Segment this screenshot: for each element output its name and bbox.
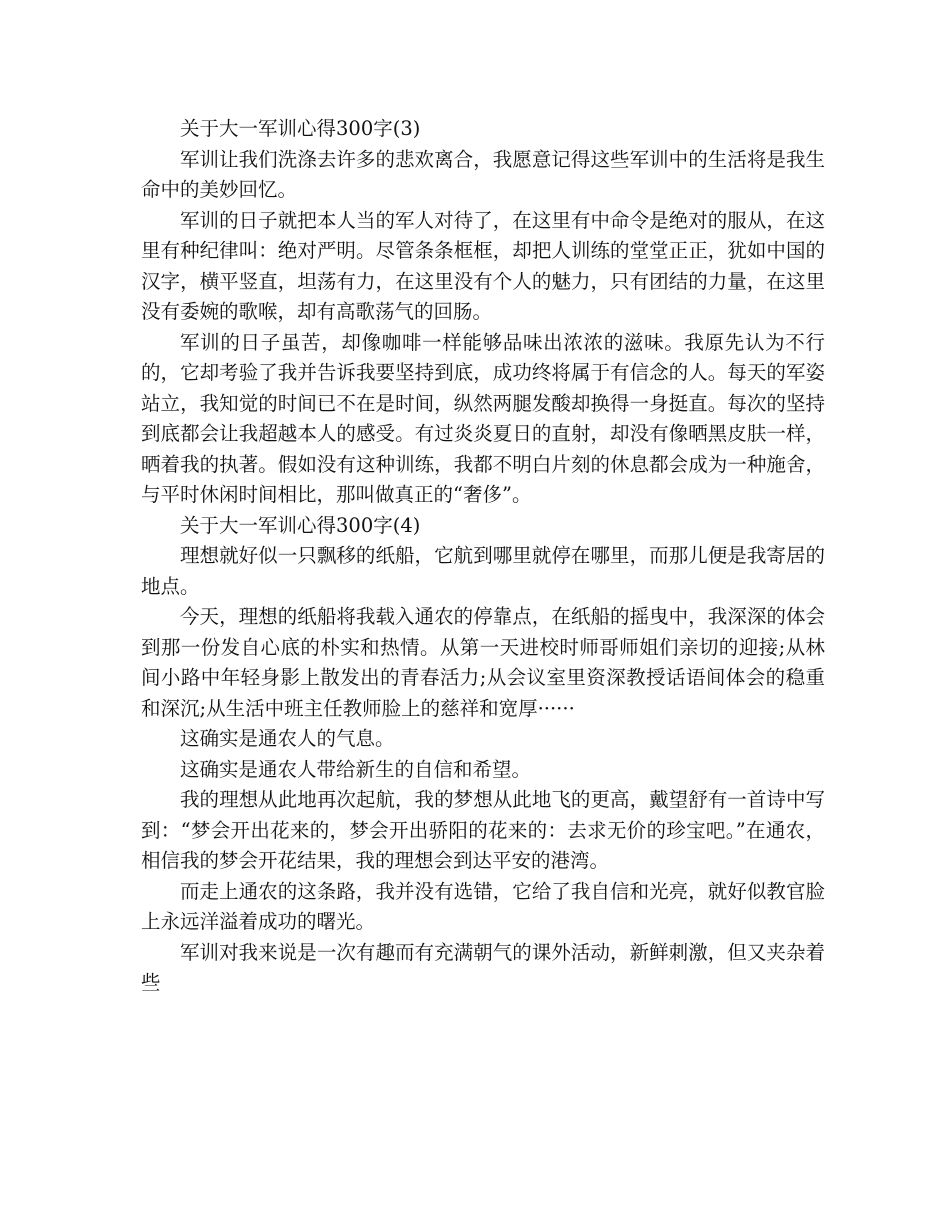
paragraph: 理想就好似一只飘移的纸船，它航到哪里就停在哪里，而那儿便是我寄居的地点。 [141,544,825,598]
paragraph: 而走上通农的这条路，我并没有选错，它给了我自信和光亮，就好似教官脸上永远洋溢着成功的曙光。 [141,879,825,933]
paragraph: 军训对我来说是一次有趣而有充满朝气的课外活动，新鲜刺激，但又夹杂着些 [141,940,825,994]
document-body [141,114,825,999]
paragraph: 军训的日子虽苦，却像咖啡一样能够品味出浓浓的滋味。我原先认为不行的，它却考验了我并告诉我要坚持到底，成功终将属于有信念的人。每天的军姿站立，我知觉的时间已不在是时间，纵然两腿发酸却换得一身挺直。每次的坚持到底都会让我超越本人的感受。有过炎炎夏日的直射，却没有像晒黑皮肤一样，晒着我的执著。假如没有这种训练，我都不明白片刻的休息都会成为一种施舍，与平时休闲时间相比，那叫做真正的“奢侈”。 [141,330,825,506]
paragraph: 这确实是通农人的气息。 [180,727,395,750]
paragraph: 今天，理想的纸船将我载入通农的停靠点，在纸船的摇曳中，我深深的体会到那一份发自心底的朴实和热情。从第一天进校时师哥师姐们亲切的迎接;从林间小路中年轻身影上散发出的青春活力;从会议室里资深教授话语间体会的稳重和深沉;从生活中班主任教师脸上的慈祥和宽厚······ [141,605,825,720]
paragraph: 军训的日子就把本人当的军人对待了，在这里有中命令是绝对的服从，在这里有种纪律叫：绝对严明。尽管条条框框，却把人训练的堂堂正正，犹如中国的汉字，横平竖直，坦荡有力，在这里没有个人的魅力，只有团结的力量，在这里没有委婉的歌喉，却有高歌荡气的回肠。 [141,208,825,323]
section-heading: 关于大一军训心得300字(3) [180,117,421,140]
paragraph: 这确实是通农人带给新生的自信和希望。 [180,757,532,781]
paragraph: 军训让我们洗涤去许多的悲欢离合，我愿意记得这些军训中的生活将是我生命中的美妙回忆。 [141,147,825,201]
section-heading: 关于大一军训心得300字(4) [180,513,421,537]
paragraph: 我的理想从此地再次起航，我的梦想从此地飞的更高，戴望舒有一首诗中写到：“梦会开出花来的，梦会开出骄阳的花来的：去求无价的珍宝吧。”在通农，相信我的梦会开花结果，我的理想会到达平安的港湾。 [141,788,825,872]
